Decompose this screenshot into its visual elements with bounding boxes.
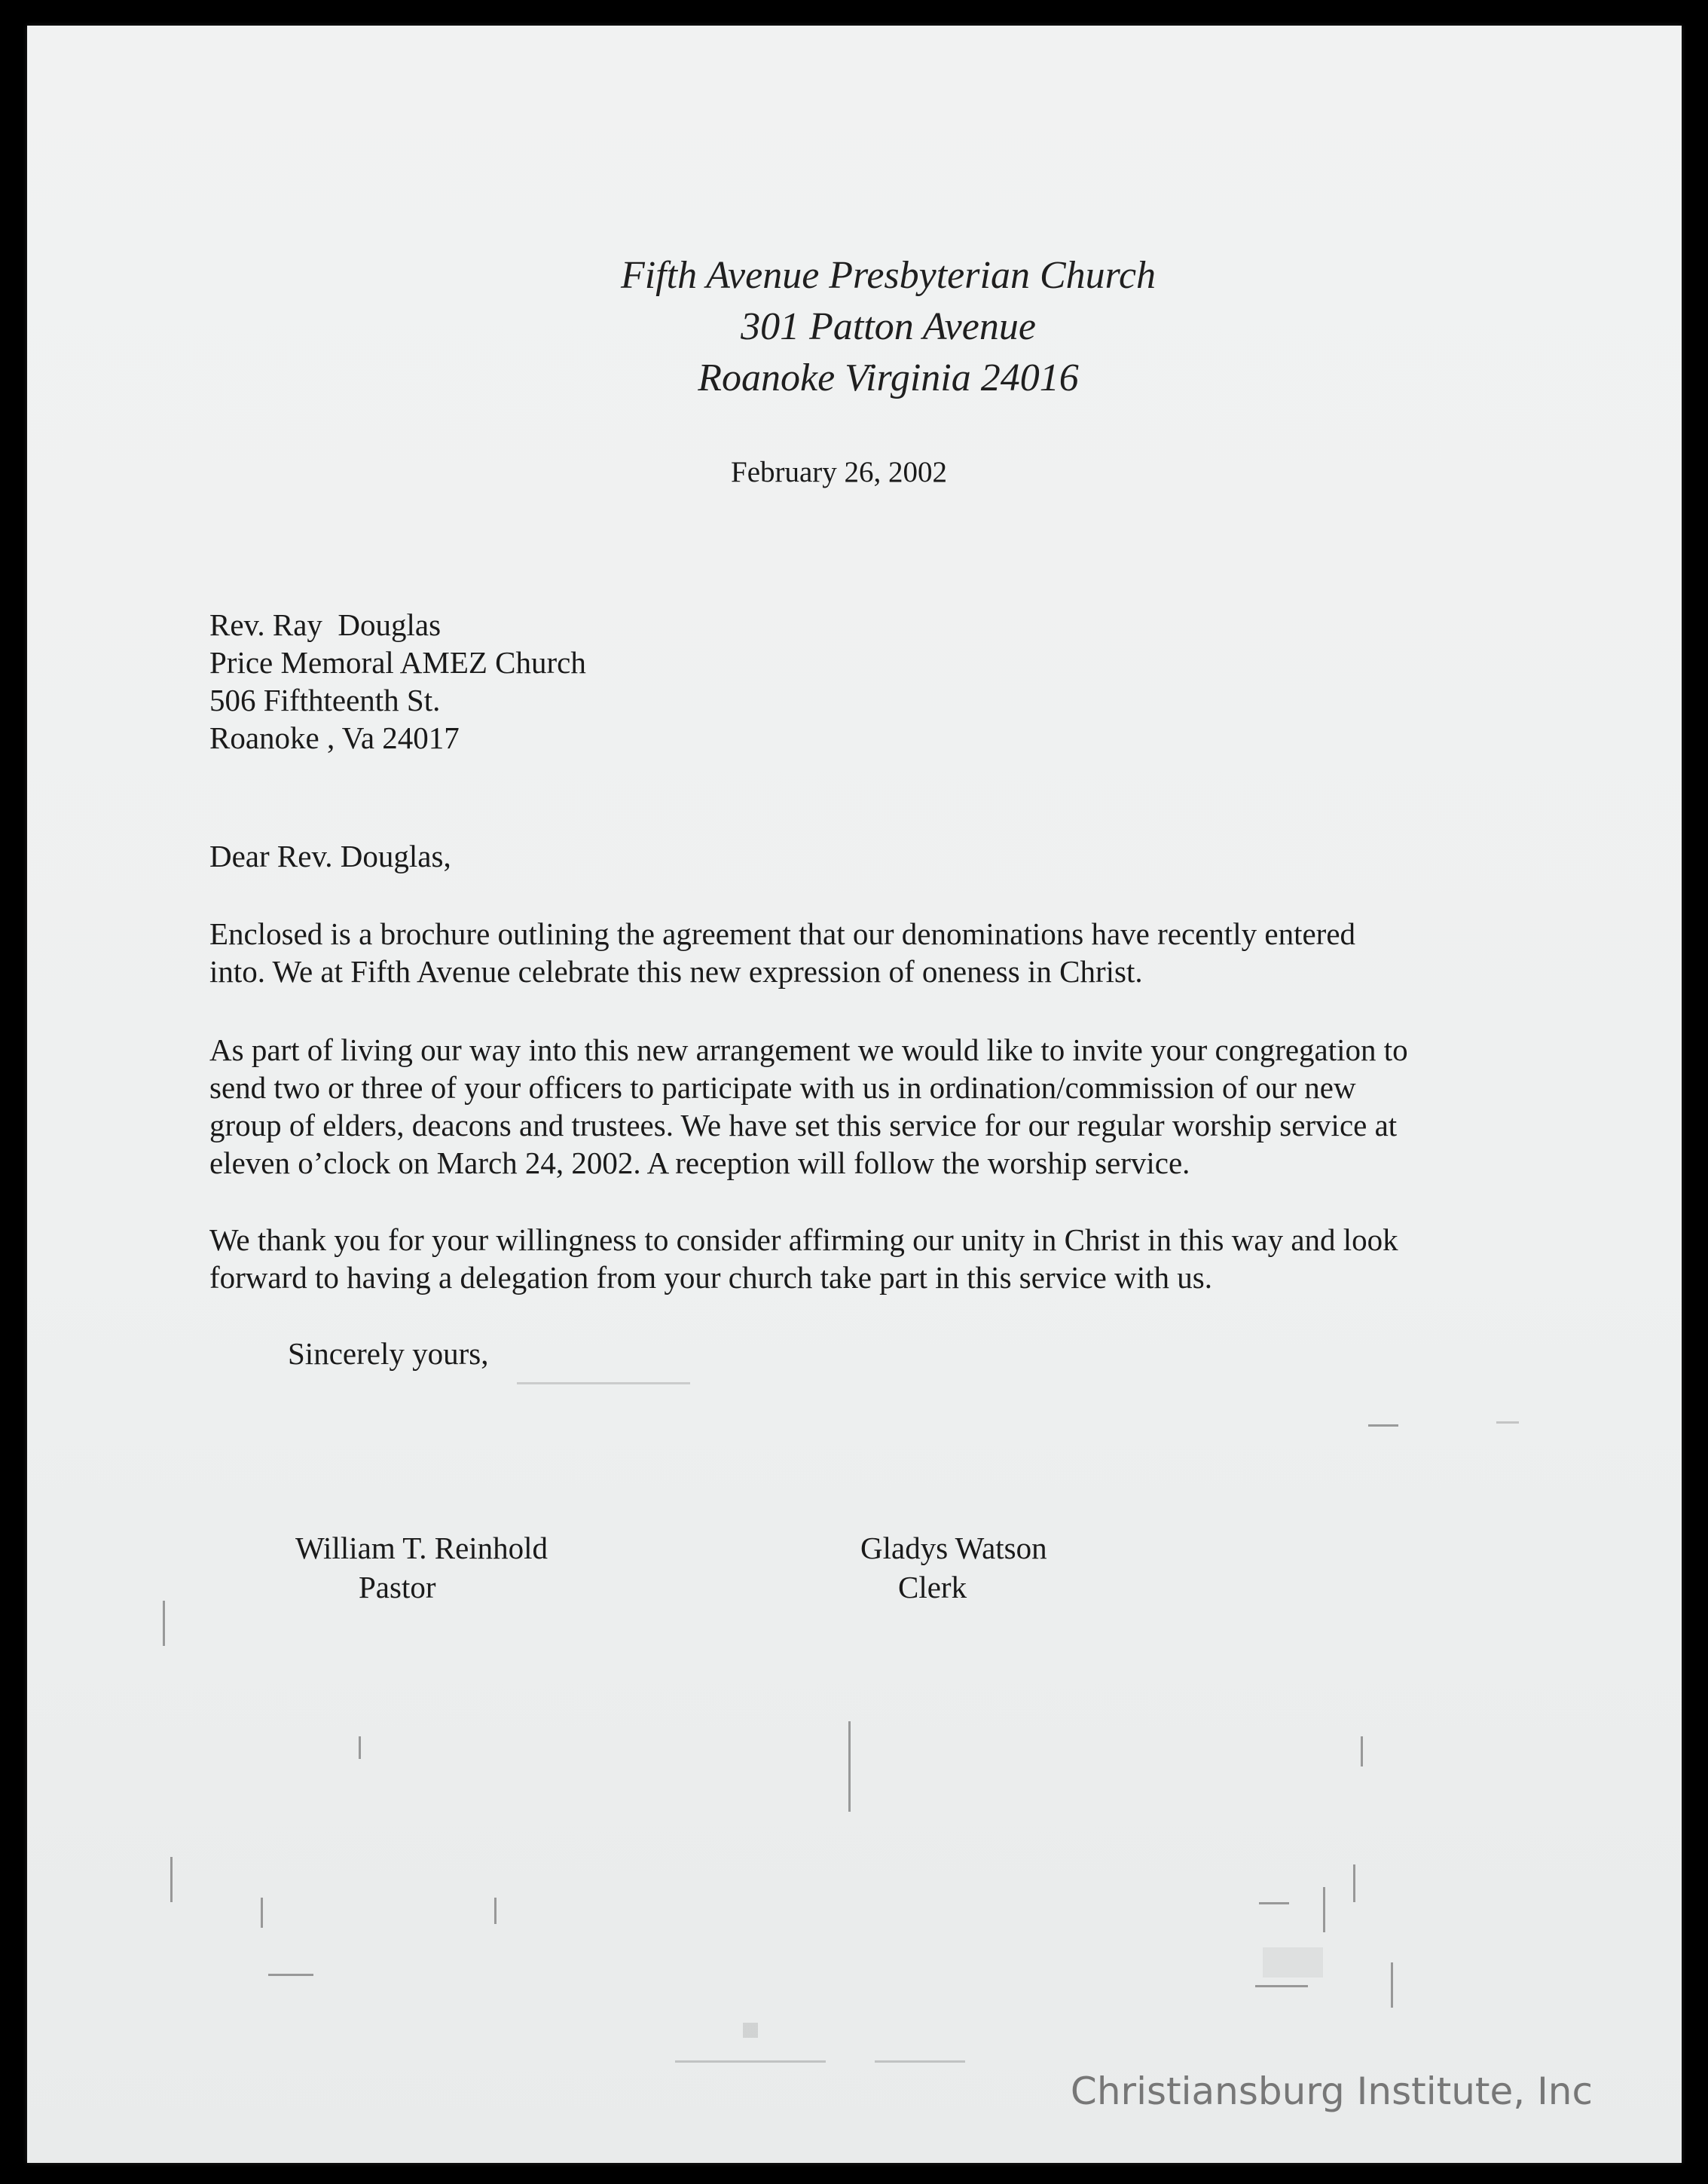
letterhead-street: 301 Patton Avenue	[741, 305, 1036, 348]
body-line: Enclosed is a brochure outlining the agreement that our denominations have recently entered	[209, 916, 1356, 951]
scan-noise	[27, 26, 1682, 2163]
signatory-name: Gladys Watson	[860, 1531, 1047, 1565]
signatory-name: William T. Reinhold	[295, 1531, 548, 1565]
signatory-title: Pastor	[359, 1570, 436, 1604]
closing: Sincerely yours,	[288, 1336, 489, 1371]
watermark: Christiansburg Institute, Inc	[1070, 2069, 1593, 2113]
body-line: As part of living our way into this new arrangement we would like to invite your congregation to	[209, 1032, 1408, 1067]
letterhead-church-name: Fifth Avenue Presbyterian Church	[620, 254, 1156, 297]
signatory-title: Clerk	[898, 1570, 967, 1604]
body-line: eleven o’clock on March 24, 2002. A reception will follow the worship service.	[209, 1146, 1190, 1180]
letterhead-city: Roanoke Virginia 24016	[698, 356, 1079, 399]
recipient-name: Rev. Ray Douglas	[209, 607, 442, 642]
letter-page	[27, 26, 1682, 2163]
body-line: into. We at Fifth Avenue celebrate this new expression of oneness in Christ.	[209, 954, 1143, 989]
recipient-organization: Price Memoral AMEZ Church	[209, 645, 586, 680]
body-line: send two or three of your officers to participate with us in ordination/commission of our new	[209, 1070, 1356, 1105]
letter-date: February 26, 2002	[731, 456, 948, 488]
body-line: group of elders, deacons and trustees. We have set this service for our regular worship service at	[209, 1108, 1398, 1142]
recipient-city: Roanoke , Va 24017	[209, 720, 460, 755]
body-line: forward to having a delegation from your church take part in this service with us.	[209, 1260, 1212, 1295]
salutation: Dear Rev. Douglas,	[209, 839, 451, 873]
body-line: We thank you for your willingness to consider affirming our unity in Christ in this way and look	[209, 1222, 1398, 1257]
recipient-street: 506 Fifthteenth St.	[209, 683, 441, 717]
